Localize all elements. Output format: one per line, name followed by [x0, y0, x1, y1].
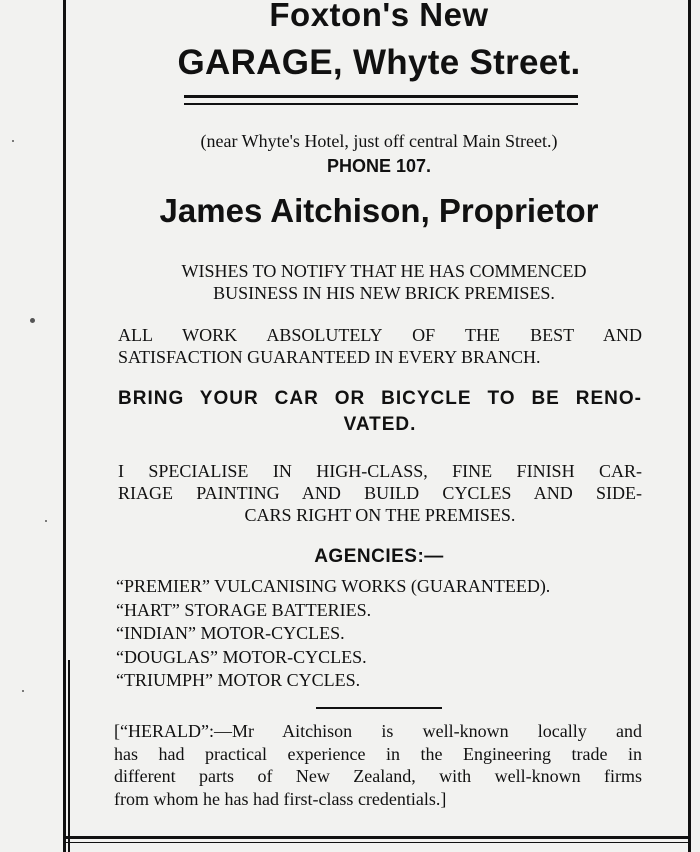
quality-paragraph: [118, 324, 642, 368]
specialise-paragraph: [118, 460, 642, 526]
scan-speck: [45, 520, 47, 522]
quality-line: ALL WORK ABSOLUTELY OF THE BEST AND: [118, 325, 642, 345]
agency-item: “INDIAN” MOTOR-CYCLES.: [116, 623, 345, 643]
herald-line: [“HERALD”:—Mr Aitchison is well-known locally and: [114, 721, 642, 741]
herald-line: has had practical experience in the Engineering trade in: [114, 743, 642, 764]
agency-item: “PREMIER” VULCANISING WORKS (GUARANTEED).: [116, 576, 551, 596]
title-line-2: GARAGE, Whyte Street.: [177, 43, 581, 82]
left-column-border-thick: [68, 660, 70, 852]
advertisement: [78, 0, 680, 852]
agencies-list: [116, 575, 696, 693]
notice-line: BUSINESS IN HIS NEW BRICK PREMISES.: [213, 283, 555, 303]
notice-paragraph: [114, 260, 654, 304]
proprietor-name: James Aitchison, Proprietor: [159, 192, 599, 229]
herald-note: [114, 720, 642, 810]
address-line: (near Whyte's Hotel, just off central Main Street.): [200, 131, 558, 151]
agency-item: “DOUGLAS” MOTOR-CYCLES.: [116, 646, 367, 667]
left-column-border: [63, 0, 66, 852]
herald-line: from whom he has had first-class credentials.]: [114, 788, 447, 809]
agencies-heading: AGENCIES:—: [314, 546, 444, 567]
notice-line: WISHES TO NOTIFY THAT HE HAS COMMENCED: [181, 261, 587, 281]
right-column-border: [688, 0, 691, 852]
specialise-line: CARS RIGHT ON THE PREMISES.: [244, 505, 516, 525]
phone-number: PHONE 107.: [326, 156, 432, 176]
section-divider: [316, 707, 442, 709]
agency-item: “HART” STORAGE BATTERIES.: [116, 599, 372, 620]
scan-speck: [12, 140, 14, 142]
bring-paragraph: [118, 386, 642, 438]
scan-speck: [30, 318, 35, 323]
specialise-line: I SPECIALISE IN HIGH-CLASS, FINE FINISH CAR-: [118, 461, 642, 481]
double-rule-bottom: [184, 103, 578, 105]
agency-item: “TRIUMPH” MOTOR CYCLES.: [116, 670, 361, 690]
title-line-1: Foxton's New: [269, 0, 489, 33]
bring-line: VATED.: [343, 414, 417, 435]
double-rule-top: [184, 95, 578, 98]
bring-line: BRING YOUR CAR OR BICYCLE TO BE RENO-: [118, 388, 642, 409]
herald-line: different parts of New Zealand, with well-known firms: [114, 766, 642, 786]
quality-line: SATISFACTION GUARANTEED IN EVERY BRANCH.: [118, 347, 541, 367]
specialise-line: RIAGE PAINTING AND BUILD CYCLES AND SIDE-: [118, 483, 642, 503]
scan-speck: [22, 690, 24, 692]
